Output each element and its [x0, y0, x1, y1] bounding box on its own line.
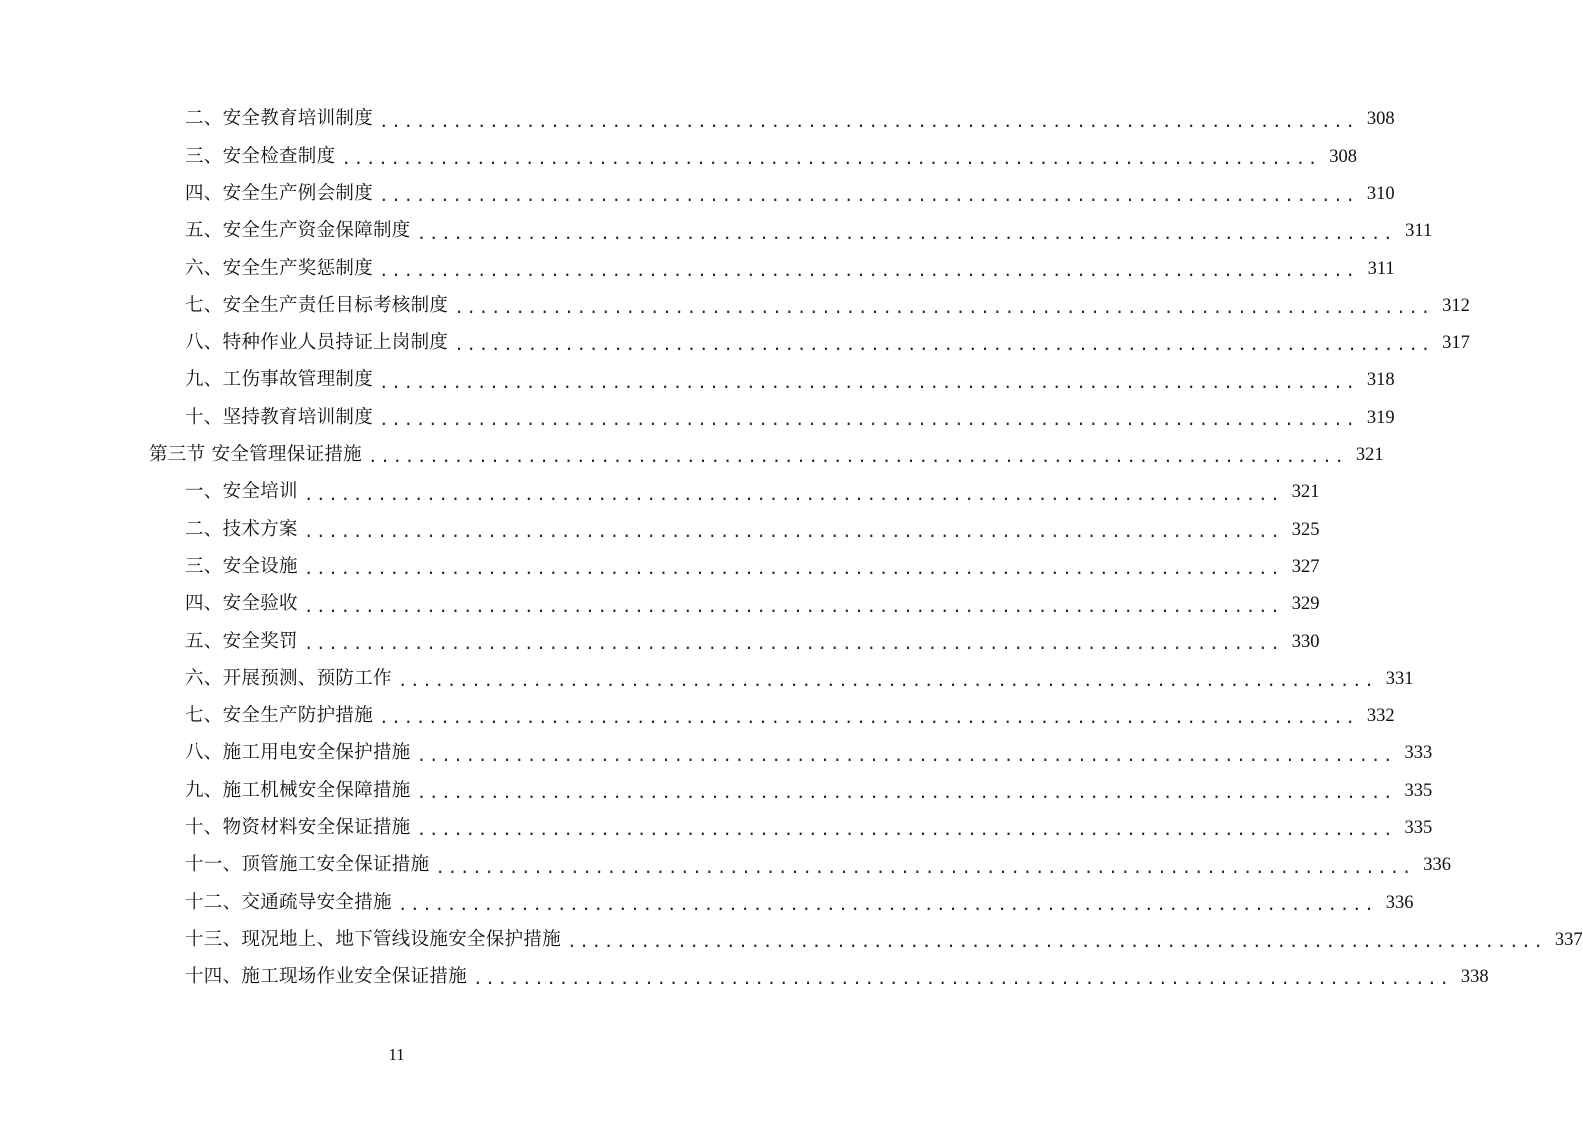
toc-entry-label: 十一、顶管施工安全保证措施 [185, 854, 430, 876]
toc-entry-label: 八、施工用电安全保护措施 [185, 742, 411, 764]
toc-section-label: 第三节 安全管理保证措施 [149, 444, 362, 466]
toc-entry[interactable] [0, 250, 1395, 287]
toc-entry-page: 308 [1366, 109, 1395, 130]
toc-dot-leader: ................................................................................ [379, 410, 1358, 430]
toc-entry-label: 七、安全生产防护措施 [185, 705, 374, 727]
toc-entry-label: 二、技术方案 [185, 518, 298, 540]
toc-entry-page: 335 [1404, 818, 1433, 839]
toc-entry-page: 336 [1385, 892, 1414, 913]
toc-dot-leader: ................................................................................ [379, 372, 1358, 392]
toc-entry-page: 335 [1404, 780, 1433, 801]
toc-dot-leader: ................................................................................ [303, 596, 1283, 616]
toc-entry-page: 308 [1329, 146, 1358, 167]
toc-entry-page: 338 [1460, 967, 1489, 988]
toc-dot-leader: ................................................................................ [397, 671, 1377, 691]
toc-entry-page: 337 [1554, 929, 1583, 950]
toc-dot-leader: ................................................................................ [473, 969, 1452, 989]
toc-entry[interactable] [0, 101, 1395, 138]
toc-dot-leader: ................................................................................ [379, 186, 1358, 206]
toc-entry[interactable] [0, 586, 1320, 623]
toc-entry-page: 311 [1405, 221, 1433, 242]
toc-dot-leader: ................................................................................ [303, 559, 1283, 579]
toc-entry-label: 十四、施工现场作业安全保证措施 [185, 966, 468, 988]
toc-dot-leader: ................................................................................ [303, 484, 1283, 504]
toc-entry-page: 318 [1366, 370, 1395, 391]
toc-entry-label: 五、安全奖罚 [185, 630, 298, 652]
toc-dot-leader: ................................................................................ [379, 708, 1358, 728]
toc-entry-page: 321 [1355, 445, 1384, 466]
toc-dot-leader: ................................................................................ [454, 335, 1433, 355]
toc-entry-page: 311 [1367, 258, 1395, 279]
toc-entry[interactable] [0, 474, 1320, 511]
toc-dot-leader: ................................................................................ [416, 782, 1396, 802]
toc-dot-leader: ................................................................................ [567, 932, 1546, 952]
toc-entry-label: 四、安全生产例会制度 [185, 182, 374, 204]
toc-entry[interactable] [0, 325, 1470, 362]
toc-entry[interactable] [0, 138, 1358, 175]
toc-entry-label: 七、安全生产责任目标考核制度 [185, 294, 449, 316]
toc-dot-leader: ................................................................................ [416, 745, 1396, 765]
toc-entry[interactable] [0, 511, 1320, 548]
toc-entry[interactable] [0, 884, 1414, 921]
toc-dot-leader: ................................................................................ [397, 894, 1377, 914]
toc-entry-label: 二、安全教育培训制度 [185, 108, 374, 130]
toc-entry[interactable] [0, 549, 1320, 586]
toc-section-entry[interactable] [0, 437, 1384, 474]
toc-entry-page: 312 [1442, 295, 1470, 316]
toc-dot-leader: ................................................................................ [367, 447, 1347, 467]
toc-dot-leader: ................................................................................ [303, 633, 1283, 653]
toc-entry-page: 332 [1366, 706, 1395, 727]
toc-entry-label: 八、特种作业人员持证上岗制度 [185, 332, 449, 354]
toc-entry-label: 六、开展预测、预防工作 [185, 667, 392, 689]
toc-dot-leader: ................................................................................ [303, 521, 1283, 541]
toc-entry-page: 327 [1291, 556, 1320, 577]
toc-dot-leader: ................................................................................ [454, 298, 1433, 318]
toc-entry-page: 310 [1366, 183, 1395, 204]
toc-entry[interactable] [0, 660, 1414, 697]
toc-entry-label: 五、安全生产资金保障制度 [185, 220, 411, 242]
toc-dot-leader: ................................................................................ [379, 111, 1358, 131]
toc-entry-page: 317 [1442, 333, 1470, 354]
toc-entry-label: 十三、现况地上、地下管线设施安全保护措施 [185, 928, 562, 950]
toc-entry[interactable] [0, 213, 1433, 250]
table-of-contents [0, 101, 1583, 996]
toc-dot-leader: ................................................................................ [416, 820, 1396, 840]
page-number: 11 [388, 1045, 405, 1064]
toc-entry-page: 331 [1385, 668, 1414, 689]
toc-entry-page: 321 [1291, 482, 1320, 503]
toc-entry[interactable] [0, 735, 1433, 772]
toc-entry[interactable] [0, 176, 1395, 213]
toc-entry-page: 329 [1291, 594, 1320, 615]
toc-entry[interactable] [0, 362, 1395, 399]
toc-entry[interactable] [0, 772, 1433, 809]
toc-entry[interactable] [0, 810, 1433, 847]
toc-entry-label: 十二、交通疏导安全措施 [185, 891, 392, 913]
toc-entry-label: 十、物资材料安全保证措施 [185, 817, 411, 839]
toc-entry-label: 四、安全验收 [185, 593, 298, 615]
toc-entry[interactable] [0, 399, 1395, 436]
toc-entry-label: 九、工伤事故管理制度 [185, 369, 374, 391]
toc-entry-label: 九、施工机械安全保障措施 [185, 779, 411, 801]
toc-entry-page: 330 [1291, 631, 1320, 652]
toc-entry[interactable] [0, 698, 1395, 735]
toc-entry-label: 一、安全培训 [185, 481, 298, 503]
toc-entry[interactable] [0, 922, 1583, 959]
toc-entry-page: 325 [1291, 519, 1320, 540]
toc-entry-label: 三、安全检查制度 [185, 145, 336, 167]
toc-entry-label: 六、安全生产奖惩制度 [185, 257, 374, 279]
toc-dot-leader: ................................................................................ [416, 223, 1396, 243]
toc-entry-page: 336 [1423, 855, 1452, 876]
toc-entry[interactable] [0, 959, 1489, 996]
toc-dot-leader: ................................................................................ [435, 857, 1415, 877]
toc-dot-leader: ................................................................................ [379, 260, 1358, 280]
toc-entry-page: 333 [1404, 743, 1433, 764]
toc-entry-label: 三、安全设施 [185, 555, 298, 577]
toc-dot-leader: ................................................................................ [341, 148, 1321, 168]
toc-entry-page: 319 [1366, 407, 1395, 428]
toc-entry-label: 十、坚持教育培训制度 [185, 406, 374, 428]
toc-entry[interactable] [0, 623, 1320, 660]
toc-entry[interactable] [0, 287, 1470, 324]
toc-entry[interactable] [0, 847, 1452, 884]
